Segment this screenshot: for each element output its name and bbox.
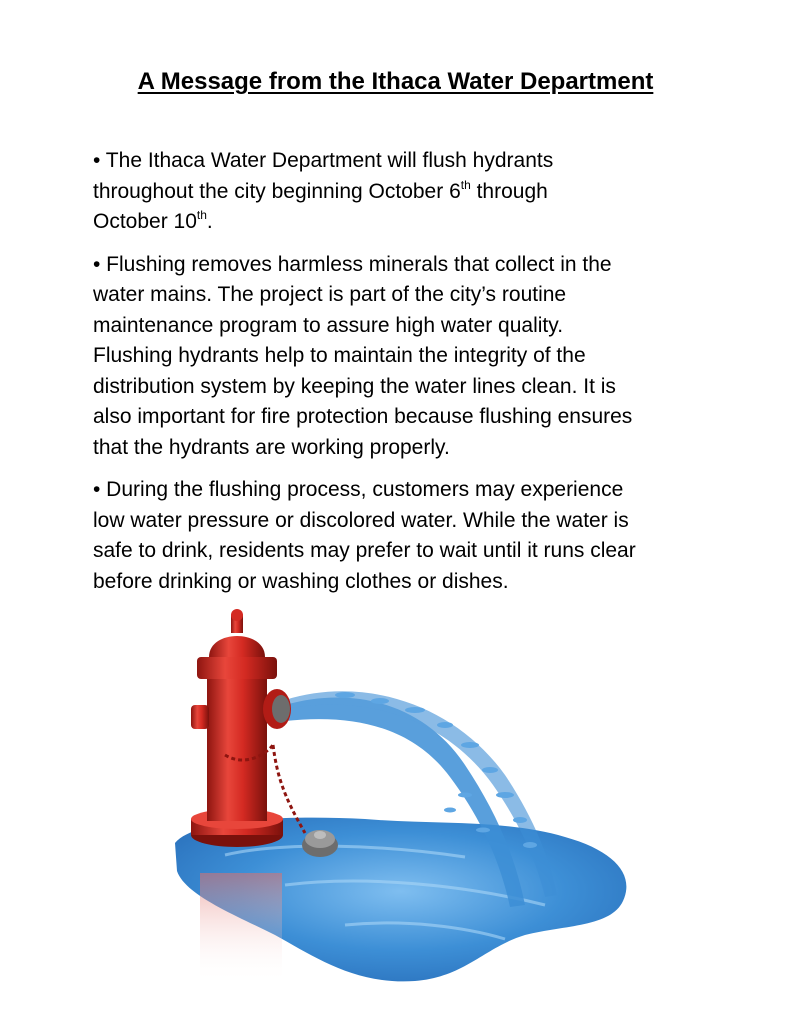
ordinal-suffix: th bbox=[196, 208, 207, 222]
text-line: Flushing hydrants help to maintain the integrity of the bbox=[93, 344, 586, 367]
text-line: safe to drink, residents may prefer to wait until it runs clear bbox=[93, 539, 636, 562]
text-line: October 10th. bbox=[93, 208, 213, 233]
text-line: low water pressure or discolored water. While the water is bbox=[93, 508, 629, 532]
fire-hydrant bbox=[191, 609, 305, 847]
fire-hydrant-spraying-water-icon bbox=[165, 605, 635, 1015]
text-line: that the hydrants are working properly. bbox=[93, 435, 450, 459]
text-line: • During the flushing process, customers may experience bbox=[93, 478, 624, 501]
text-line: • The Ithaca Water Department will flush hydrants bbox=[93, 149, 554, 172]
ordinal-suffix: th bbox=[460, 177, 471, 192]
bullet-paragraph-schedule bbox=[93, 146, 713, 238]
text-line: also important for fire protection because flushing ensures bbox=[93, 405, 633, 428]
text-line: maintenance program to assure high water quality. bbox=[93, 313, 564, 337]
text-line: • Flushing removes harmless minerals that collect in the bbox=[93, 252, 612, 276]
text-line: throughout the city beginning October 6th through bbox=[93, 177, 548, 203]
text-line: distribution system by keeping the water lines clean. It is bbox=[93, 374, 616, 398]
page-title: A Message from the Ithaca Water Department bbox=[137, 68, 654, 95]
text-line: before drinking or washing clothes or dishes. bbox=[93, 569, 509, 593]
text-line: water mains. The project is part of the city’s routine bbox=[93, 283, 567, 306]
bullet-paragraph-purpose bbox=[93, 250, 713, 464]
bullet-paragraph-advisory bbox=[93, 475, 713, 597]
message-body bbox=[93, 146, 713, 609]
